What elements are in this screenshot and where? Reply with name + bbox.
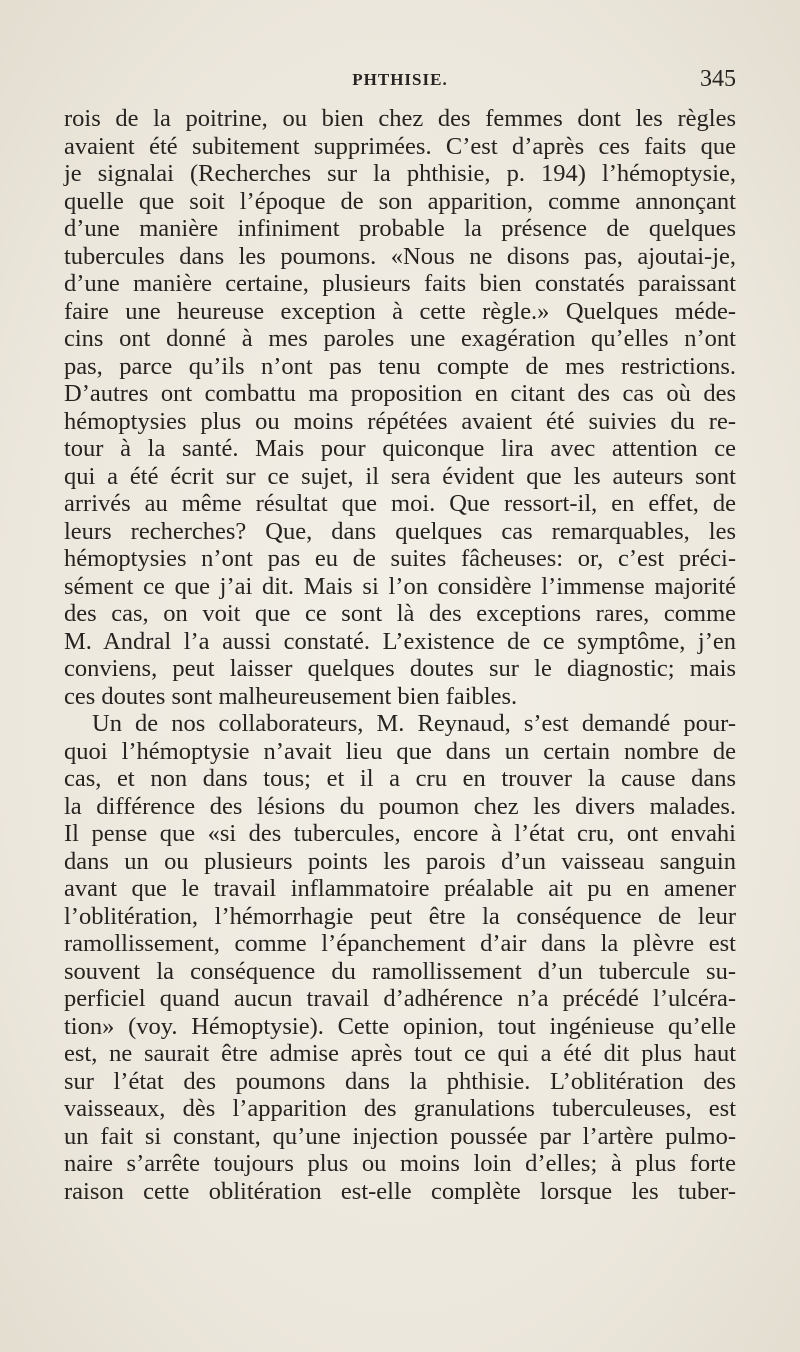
text-line: avant que le travail inflammatoire préalable ait pu en amener — [64, 875, 736, 902]
text-line: un fait si constant, qu’une injection poussée par l’artère pulmo- — [64, 1122, 736, 1150]
text-line: Il pense que «si des tubercules, encore à l’état cru, ont envahi — [64, 820, 736, 847]
text-line: qui a été écrit sur ce sujet, il sera évident que les auteurs sont — [64, 462, 736, 490]
page-header — [64, 66, 736, 102]
text-line: la différence des lésions du poumon chez les divers malades. — [64, 792, 736, 820]
text-line: je signalai (Recherches sur la phthisie, p. 194) l’hémoptysie, — [64, 160, 736, 187]
text-line: naire s’arrête toujours plus ou moins loin d’elles; à plus forte — [64, 1150, 736, 1177]
text-line: pas, parce qu’ils n’ont pas tenu compte de mes restrictions. — [64, 352, 736, 380]
text-line: leurs recherches? Que, dans quelques cas remarquables, les — [64, 517, 736, 545]
text-line: hémoptysies n’ont pas eu de suites fâcheuses: or, c’est préci- — [64, 545, 736, 572]
text-line: Un de nos collaborateurs, M. Reynaud, s’est demandé pour- — [92, 710, 736, 737]
text-line: l’oblitération, l’hémorrhagie peut être la conséquence de leur — [64, 902, 736, 930]
text-line: raison cette oblitération est-elle complète lorsque les tuber- — [64, 1177, 736, 1205]
text-line: vaisseaux, dès l’apparition des granulations tuberculeuses, est — [64, 1095, 736, 1122]
text-line: souvent la conséquence du ramollissement d’un tubercule su- — [64, 957, 736, 985]
text-line: D’autres ont combattu ma proposition en citant des cas où des — [64, 380, 736, 407]
text-line: tion» (voy. Hémoptysie). Cette opinion, tout ingénieuse qu’elle — [64, 1012, 736, 1040]
text-line: est, ne saurait être admise après tout ce qui a été dit plus haut — [64, 1040, 736, 1067]
text-line: hémoptysies plus ou moins répétées avaient été suivies du re- — [64, 407, 736, 435]
text-line: arrivés au même résultat que moi. Que ressort-il, en effet, de — [64, 490, 736, 517]
text-line: des cas, on voit que ce sont là des exceptions rares, comme — [64, 600, 736, 627]
page-number: 345 — [700, 66, 736, 92]
text-line: perficiel quand aucun travail d’adhérence n’a précédé l’ulcéra- — [64, 985, 736, 1012]
text-line: ramollissement, comme l’épanchement d’air dans la plèvre est — [64, 930, 736, 957]
running-title: PHTHISIE. — [352, 70, 448, 89]
text-line: faire une heureuse exception à cette règle.» Quelques méde- — [64, 297, 736, 325]
text-line: sur l’état des poumons dans la phthisie. L’oblitération des — [64, 1067, 736, 1095]
text-line: quelle que soit l’époque de son apparition, comme annonçant — [64, 187, 736, 215]
text-line: dans un ou plusieurs points les parois d’un vaisseau sanguin — [64, 847, 736, 875]
text-line: conviens, peut laisser quelques doutes sur le diagnostic; mais — [64, 655, 736, 682]
text-line: tubercules dans les poumons. «Nous ne disons pas, ajoutai-je, — [64, 242, 736, 270]
text-line: d’une manière certaine, plusieurs faits bien constatés paraissant — [64, 270, 736, 297]
text-line: cas, et non dans tous; et il a cru en trouver la cause dans — [64, 765, 736, 792]
text-line: M. Andral l’a aussi constaté. L’existence de ce symptôme, j’en — [64, 627, 736, 655]
text-line: rois de la poitrine, ou bien chez des femmes dont les règles — [64, 105, 736, 132]
text-line: d’une manière infiniment probable la présence de quelques — [64, 215, 736, 242]
text-line: ces doutes sont malheureusement bien faibles. — [64, 682, 518, 710]
text-line: avaient été subitement supprimées. C’est d’après ces faits que — [64, 132, 736, 160]
text-line: quoi l’hémoptysie n’avait lieu que dans un certain nombre de — [64, 737, 736, 765]
text-line: sément ce que j’ai dit. Mais si l’on considère l’immense majorité — [64, 572, 736, 600]
text-line: cins ont donné à mes paroles une exagération qu’elles n’ont — [64, 325, 736, 352]
text-line: tour à la santé. Mais pour quiconque lira avec attention ce — [64, 435, 736, 462]
body-text — [64, 105, 736, 1205]
